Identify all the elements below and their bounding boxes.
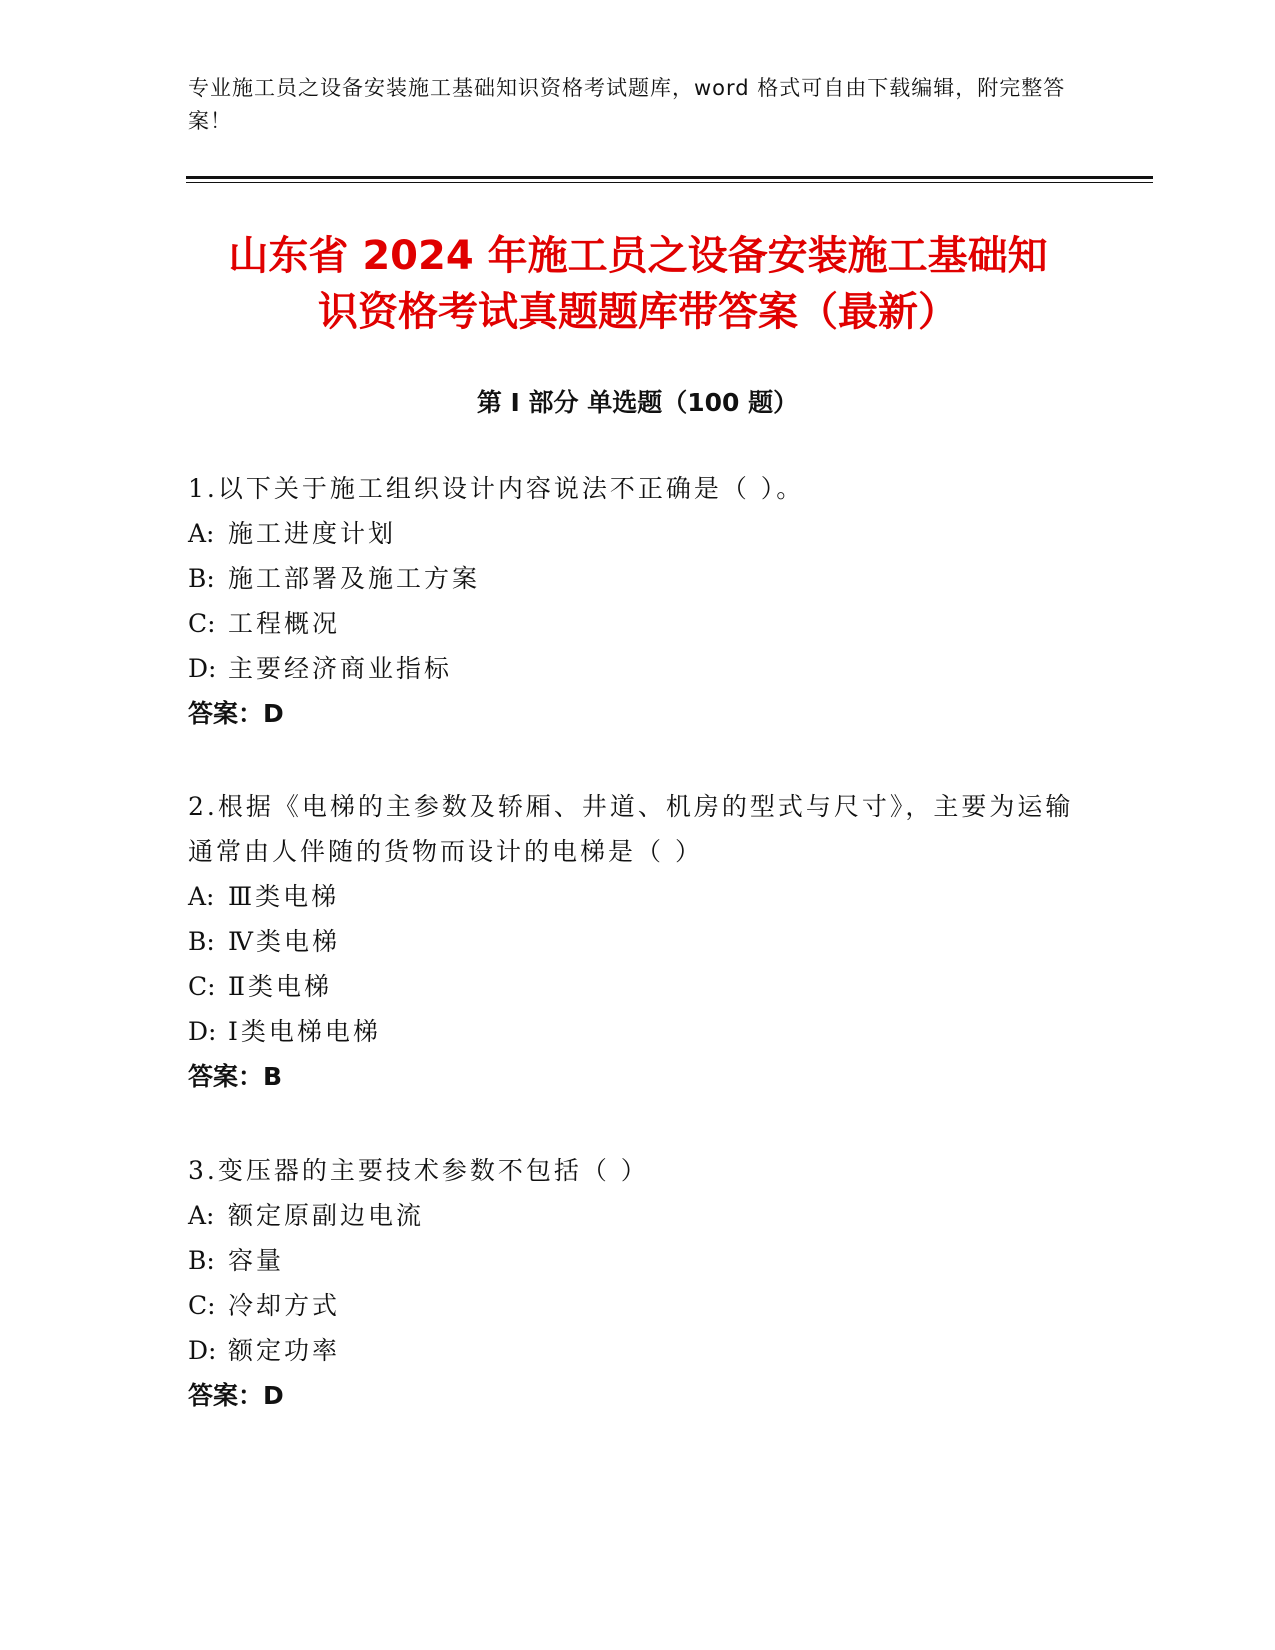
- option-c: [188, 964, 1088, 1009]
- option-d: [188, 1009, 1088, 1054]
- option-c: [188, 601, 1088, 646]
- option-text: 额定原副边电流: [228, 1201, 425, 1230]
- option-label: C:: [188, 1291, 216, 1320]
- option-a: [188, 511, 1088, 556]
- option-a: [188, 874, 1088, 919]
- answer: 答案：D: [188, 699, 284, 728]
- option-label: A:: [188, 519, 215, 548]
- option-b: [188, 919, 1088, 964]
- option-b: [188, 1238, 1088, 1283]
- option-text: Ⅳ类电梯: [228, 927, 340, 956]
- document-title-line-2: 识资格考试真题题库带答案（最新）: [318, 289, 958, 335]
- answer: 答案：B: [188, 1062, 283, 1091]
- header-divider-thin: [186, 182, 1153, 183]
- header-divider-thick: [186, 176, 1153, 179]
- option-label: A:: [188, 1201, 215, 1230]
- option-label: B:: [188, 927, 215, 956]
- option-label: B:: [188, 1246, 215, 1275]
- option-text: Ⅰ类电梯电梯: [228, 1017, 381, 1046]
- option-d: [188, 646, 1088, 691]
- option-text: 施工部署及施工方案: [228, 564, 481, 593]
- option-label: D:: [188, 1017, 217, 1046]
- question-1: [188, 466, 1088, 736]
- option-text: Ⅱ类电梯: [228, 972, 332, 1001]
- question-2: [188, 784, 1088, 1099]
- option-a: [188, 1193, 1088, 1238]
- question-stem: 3.变压器的主要技术参数不包括（ ）: [188, 1156, 649, 1185]
- option-label: A:: [188, 882, 215, 911]
- header-note: 专业施工员之设备安装施工基础知识资格考试题库，word 格式可自由下载编辑，附完整答案！: [188, 76, 1066, 133]
- option-text: 施工进度计划: [228, 519, 397, 548]
- option-label: B:: [188, 564, 215, 593]
- question-stem: 2.根据《电梯的主参数及轿厢、井道、机房的型式与尺寸》，主要为运输通常由人伴随的货物而设计的电梯是（ ）: [188, 792, 1074, 866]
- option-text: Ⅲ类电梯: [228, 882, 340, 911]
- option-b: [188, 556, 1088, 601]
- option-label: D:: [188, 1336, 217, 1365]
- option-text: 工程概况: [228, 609, 341, 638]
- option-d: [188, 1328, 1088, 1373]
- question-stem: 1.以下关于施工组织设计内容说法不正确是（ ）。: [188, 474, 805, 503]
- option-label: C:: [188, 972, 216, 1001]
- option-text: 冷却方式: [228, 1291, 341, 1320]
- section-title: 第 I 部分 单选题（100 题）: [476, 388, 799, 417]
- option-text: 主要经济商业指标: [228, 654, 453, 683]
- document-title: [188, 228, 1088, 340]
- document-title-line-1: 山东省 2024 年施工员之设备安装施工基础知: [228, 233, 1048, 279]
- answer: 答案：D: [188, 1381, 284, 1410]
- option-c: [188, 1283, 1088, 1328]
- question-3: [188, 1148, 1088, 1418]
- option-text: 额定功率: [228, 1336, 341, 1365]
- option-label: C:: [188, 609, 216, 638]
- option-text: 容量: [228, 1246, 285, 1275]
- option-label: D:: [188, 654, 217, 683]
